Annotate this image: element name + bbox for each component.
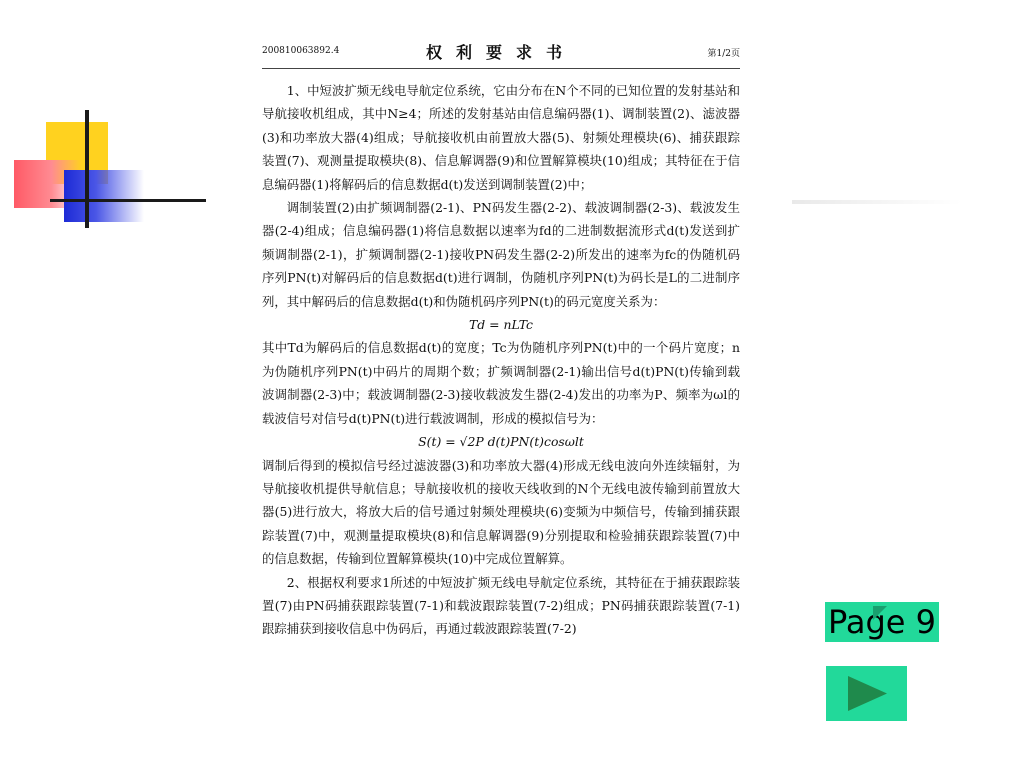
page-number-text: Page 9 [828, 603, 936, 641]
document-body [262, 69, 740, 641]
document-title: 权利要求书 [425, 43, 576, 62]
next-slide-button[interactable] [826, 666, 907, 721]
application-number: 200810063892.4 [262, 46, 340, 56]
ornament-horizontal-line [50, 199, 206, 202]
fold-corner-icon [873, 606, 887, 620]
document-header [262, 38, 740, 69]
play-triangle-icon [826, 666, 907, 721]
formula-code-width: Td = nLTc [469, 317, 533, 333]
ornament-blue-bar [64, 170, 144, 222]
page-number-label [825, 602, 939, 642]
patent-document [262, 38, 740, 641]
ornament-vertical-line [85, 110, 89, 228]
page-indicator: 第1/2页 [707, 49, 740, 59]
paragraph-transmission: 调制后得到的模拟信号经过滤波器(3)和功率放大器(4)形成无线电波向外连续辐射，为导航接收机提供导航信息；导航接收机的接收天线收到的N个无线电波传输到前置放大器(5)进行放大，将放大后的信号通过射频处理模块(6)变频为中频信号，传输到捕获跟踪装置(7)中，观测量提取模块(8)和信息解调器(9)分别提取和检验捕获跟踪装置(7)中的信息数据，传输到位置解算模块(10)中完成位置解算。 [262, 457, 740, 567]
decorative-ornament [0, 0, 220, 240]
paragraph-modulator: 调制装置(2)由扩频调制器(2-1)、PN码发生器(2-2)、载波调制器(2-3)、载波发生器(2-4)组成；信息编码器(1)将信息数据以速率为fd的二进制数据流形式d(t)发送到扩频调制器(2-1)，扩频调制器(2-1)接收PN码发生器(2-2)所发出的速率为fc的伪随机码序列PN(t)对解码后的信息数据d(t)进行调制，伪随机序列PN(t)为码长是L的二进制序列，其中解码后的信息数据d(t)和伪随机码序列PN(t)的码元宽度关系为： [262, 200, 740, 309]
paragraph-claim-2: 2、根据权利要求1所述的中短波扩频无线电导航定位系统，其特征在于捕获跟踪装置(7)由PN码捕获跟踪装置(7-1)和载波跟踪装置(7-2)组成；PN码捕获跟踪装置(7-1)跟踪捕获到接收信息中伪码后，再通过载波跟踪装置(7-2) [262, 574, 740, 637]
decorative-faint-line [792, 200, 962, 204]
formula-signal: S(t) = √2P d(t)PN(t)cosωlt [418, 434, 584, 450]
paragraph-claim-1: 1、中短波扩频无线电导航定位系统，它由分布在N个不同的已知位置的发射基站和导航接收机组成，其中N≥4；所述的发射基站由信息编码器(1)、调制装置(2)、滤波器(3)和功率放大器(4)组成；导航接收机由前置放大器(5)、射频处理模块(6)、捕获跟踪装置(7)、观测量提取模块(8)、信息解调器(9)和位置解算模块(10)组成；其特征在于信息编码器(1)将解码后的信息数据d(t)发送到调制装置(2)中； [262, 83, 740, 192]
paragraph-definitions: 其中Td为解码后的信息数据d(t)的宽度；Tc为伪随机序列PN(t)中的一个码片宽度；n为伪随机序列PN(t)中码片的周期个数；扩频调制器(2-1)输出信号d(t)PN(t)传输到载波调制器(2-3)中；载波调制器(2-3)接收载波发生器(2-4)发出的功率为P、频率为ωl的载波信号对信号d(t)PN(t)进行载波调制，形成的模拟信号为： [262, 340, 740, 426]
